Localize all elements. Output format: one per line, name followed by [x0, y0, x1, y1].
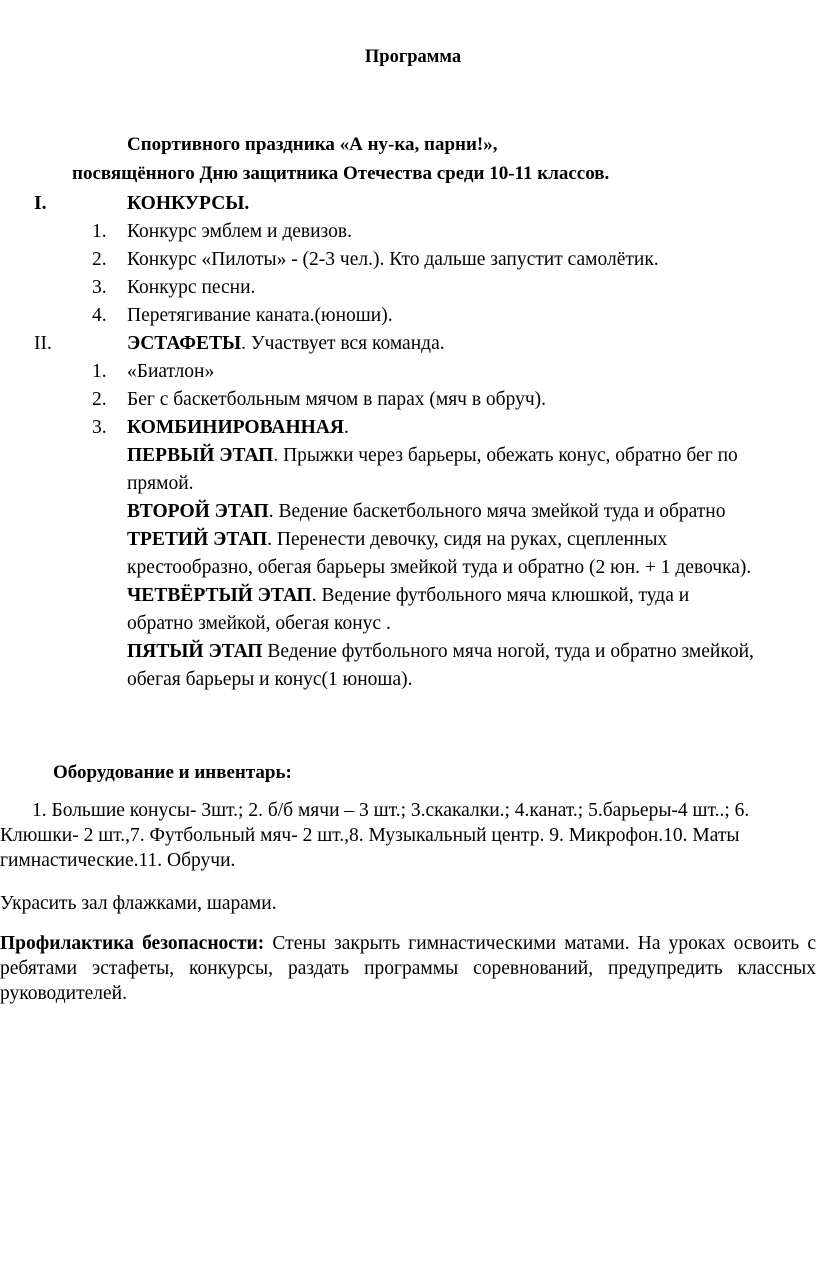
stage-second [127, 500, 725, 523]
list-item-number: 1. [92, 361, 107, 382]
equipment-list: 1. Большие конусы- 3шт.; 2. б/б мячи – 3 шт.; 3.скакалки.; 4.канат.; 5.барьеры-4 шт..; 6. Клюшки- 2 шт.,7. Футбольный мяч- 2 шт.,8. Музыкальный центр. 9. Микрофон.10. Маты гимнастические.11. Обручи. [0, 800, 750, 871]
list-item: Перетягивание каната.(юноши). [127, 305, 393, 326]
list-item: «Биатлон» [127, 361, 215, 382]
stage-first [127, 444, 738, 467]
safety-label: Профилактика безопасности: [0, 933, 265, 954]
subtitle-line-2: посвящённого Дню защитника Отечества среди 10-11 классов. [72, 163, 610, 184]
section-2-heading [127, 332, 445, 355]
decoration-note: Украсить зал флажками, шарами. [0, 893, 277, 914]
stage-text: . Перенести девочку, сидя на руках, сцепленных [267, 529, 668, 550]
list-item-number: 2. [92, 249, 107, 270]
stage-fifth [127, 640, 754, 663]
stage-label: ПЯТЫЙ ЭТАП [127, 641, 263, 662]
safety-text: Стены закрыть гимнастическими матами. На уроках освоить с ребятами эстафеты, конкурсы, раздать программы соревнований, предупредить классных руководителей. [0, 933, 816, 1004]
section-1-numeral: I. [34, 193, 47, 214]
list-item-number: 1. [92, 221, 107, 242]
stage-text: . Ведение футбольного мяча клюшкой, туда и [311, 585, 690, 606]
stage-text-continued: прямой. [127, 473, 194, 494]
page-title: Программа [364, 47, 462, 67]
section-2-title-rest: . Участвует вся команда. [241, 333, 445, 354]
stage-label: ПЕРВЫЙ ЭТАП [127, 445, 274, 466]
list-item-number: 3. [92, 277, 107, 298]
stage-label: ЧЕТВЁРТЫЙ ЭТАП [127, 585, 312, 606]
safety-paragraph [0, 932, 816, 1006]
stage-fourth [127, 584, 689, 607]
stage-label: ВТОРОЙ ЭТАП [127, 501, 269, 522]
list-item: Конкурс эмблем и девизов. [127, 221, 352, 242]
combined-relay-title: КОМБИНИРОВАННАЯ [127, 417, 344, 438]
stage-text-continued: обратно змейкой, обегая конус . [127, 613, 391, 634]
stage-third [127, 528, 667, 551]
list-item-number: 3. [92, 417, 107, 438]
list-item: Конкурс песни. [127, 277, 256, 298]
list-item: Конкурс «Пилоты» - (2-3 чел.). Кто дальше запустит самолётик. [127, 249, 659, 270]
equipment-title: Оборудование и инвентарь: [53, 762, 292, 783]
stage-text: . Прыжки через барьеры, обежать конус, обратно бег по [273, 445, 738, 466]
section-2-numeral: II. [34, 333, 52, 354]
list-item: Бег с баскетбольным мячом в парах (мяч в обруч). [127, 389, 547, 410]
list-item-number: 2. [92, 389, 107, 410]
stage-text-continued: крестообразно, обегая барьеры змейкой туда и обратно (2 юн. + 1 девочка). [127, 557, 752, 578]
list-item [127, 416, 349, 439]
list-item-number: 4. [92, 305, 107, 326]
section-1-title: КОНКУРСЫ. [127, 193, 250, 214]
stage-text: . Ведение баскетбольного мяча змейкой туда и обратно [268, 501, 726, 522]
subtitle-line-1: Спортивного праздника «А ну-ка, парни!», [127, 134, 498, 155]
stage-text-continued: обегая барьеры и конус(1 юноша). [127, 669, 413, 690]
stage-label: ТРЕТИЙ ЭТАП [127, 529, 268, 550]
combined-relay-period: . [343, 417, 349, 438]
stage-text: Ведение футбольного мяча ногой, туда и обратно змейкой, [262, 641, 754, 662]
section-2-title: ЭСТАФЕТЫ [127, 333, 242, 354]
